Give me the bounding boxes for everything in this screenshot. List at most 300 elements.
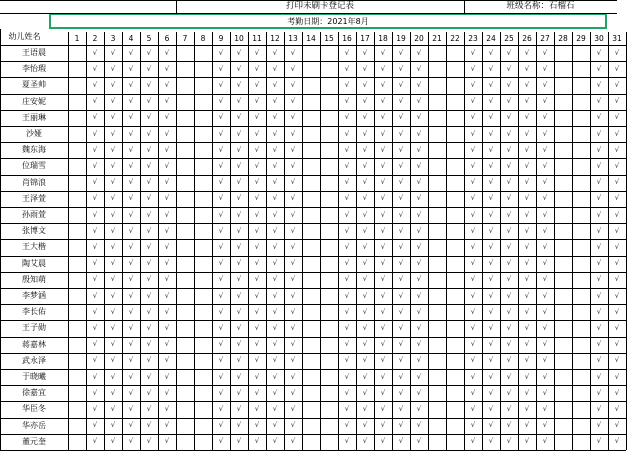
attendance-mark: √ [614,226,620,235]
attendance-mark: √ [218,226,224,235]
attendance-mark: √ [362,340,368,349]
grid-line [0,158,626,159]
attendance-mark: √ [398,323,404,332]
attendance-mark: √ [506,259,512,268]
attendance-mark: √ [416,210,422,219]
attendance-mark: √ [164,48,170,57]
attendance-mark: √ [146,178,152,187]
attendance-mark: √ [146,80,152,89]
attendance-mark: √ [380,275,386,284]
attendance-mark: √ [128,307,134,316]
attendance-mark: √ [470,226,476,235]
grid-line [320,32,321,450]
attendance-mark: √ [254,404,260,413]
attendance-mark: √ [398,145,404,154]
attendance-mark: √ [110,388,116,397]
attendance-mark: √ [146,97,152,106]
attendance-mark: √ [344,226,350,235]
attendance-mark: √ [272,356,278,365]
attendance-mark: √ [272,145,278,154]
attendance-mark: √ [506,97,512,106]
attendance-mark: √ [236,194,242,203]
attendance-mark: √ [488,64,494,73]
attendance-mark: √ [596,356,602,365]
attendance-mark: √ [164,404,170,413]
attendance-mark: √ [92,259,98,268]
day-header-20: 20 [414,33,424,43]
student-name: 华臣冬 [22,404,46,414]
attendance-mark: √ [344,323,350,332]
attendance-mark: √ [290,421,296,430]
attendance-mark: √ [416,404,422,413]
attendance-mark: √ [416,64,422,73]
attendance-mark: √ [254,129,260,138]
grid-line [608,32,609,450]
attendance-mark: √ [218,372,224,381]
attendance-mark: √ [524,145,530,154]
attendance-mark: √ [146,421,152,430]
attendance-mark: √ [218,48,224,57]
attendance-mark: √ [596,372,602,381]
attendance-mark: √ [164,307,170,316]
attendance-mark: √ [488,275,494,284]
grid-line [0,353,626,354]
attendance-mark: √ [380,421,386,430]
attendance-mark: √ [542,437,548,446]
student-name: 徐嘉宜 [22,388,46,398]
attendance-mark: √ [92,64,98,73]
attendance-mark: √ [92,80,98,89]
grid-line [0,369,626,370]
attendance-mark: √ [488,323,494,332]
attendance-mark: √ [128,210,134,219]
attendance-mark: √ [524,97,530,106]
attendance-mark: √ [542,113,548,122]
attendance-mark: √ [542,307,548,316]
student-name: 王大楷 [22,242,46,252]
attendance-mark: √ [146,307,152,316]
day-header-9: 9 [218,33,224,43]
attendance-mark: √ [488,80,494,89]
attendance-mark: √ [470,356,476,365]
attendance-mark: √ [596,259,602,268]
attendance-mark: √ [398,242,404,251]
attendance-mark: √ [128,145,134,154]
attendance-mark: √ [164,242,170,251]
attendance-mark: √ [614,194,620,203]
grid-line [266,32,267,450]
attendance-mark: √ [362,194,368,203]
attendance-mark: √ [164,323,170,332]
attendance-mark: √ [416,307,422,316]
attendance-mark: √ [398,64,404,73]
attendance-mark: √ [254,113,260,122]
attendance-mark: √ [542,145,548,154]
attendance-mark: √ [92,97,98,106]
student-name: 王丽琳 [22,112,46,122]
attendance-mark: √ [92,178,98,187]
grid-line [212,32,213,450]
attendance-mark: √ [254,194,260,203]
attendance-mark: √ [614,421,620,430]
attendance-mark: √ [596,421,602,430]
attendance-mark: √ [254,97,260,106]
attendance-mark: √ [110,259,116,268]
attendance-mark: √ [542,178,548,187]
attendance-mark: √ [92,323,98,332]
attendance-mark: √ [524,323,530,332]
attendance-mark: √ [380,113,386,122]
grid-line [392,32,393,450]
day-header-15: 15 [324,33,334,43]
grid-line [0,110,626,111]
attendance-mark: √ [596,194,602,203]
title-row [0,0,617,13]
attendance-mark: √ [416,80,422,89]
attendance-mark: √ [470,80,476,89]
attendance-mark: √ [362,275,368,284]
grid-line [0,94,626,95]
attendance-mark: √ [470,210,476,219]
attendance-mark: √ [164,356,170,365]
attendance-mark: √ [164,80,170,89]
attendance-mark: √ [506,161,512,170]
attendance-mark: √ [470,323,476,332]
attendance-mark: √ [398,48,404,57]
attendance-mark: √ [596,437,602,446]
student-name: 位瑞雪 [22,161,46,171]
attendance-mark: √ [128,437,134,446]
grid-line [0,450,626,451]
attendance-mark: √ [596,145,602,154]
attendance-mark: √ [218,210,224,219]
grid-line [338,32,339,450]
grid-line [248,32,249,450]
attendance-mark: √ [110,291,116,300]
attendance-mark: √ [110,340,116,349]
attendance-mark: √ [614,340,620,349]
attendance-mark: √ [398,80,404,89]
day-header-12: 12 [270,33,280,43]
attendance-mark: √ [416,97,422,106]
attendance-mark: √ [236,340,242,349]
attendance-mark: √ [128,242,134,251]
attendance-mark: √ [272,194,278,203]
attendance-mark: √ [344,388,350,397]
attendance-mark: √ [254,437,260,446]
attendance-mark: √ [596,307,602,316]
attendance-mark: √ [272,113,278,122]
attendance-mark: √ [398,356,404,365]
attendance-mark: √ [488,421,494,430]
attendance-mark: √ [380,437,386,446]
attendance-mark: √ [362,210,368,219]
grid-line [0,272,626,273]
attendance-mark: √ [596,226,602,235]
date-cell-selected[interactable] [49,13,607,29]
day-header-30: 30 [594,33,604,43]
grid-line [86,32,87,450]
attendance-mark: √ [542,372,548,381]
attendance-mark: √ [506,388,512,397]
attendance-mark: √ [92,145,98,154]
attendance-mark: √ [146,259,152,268]
attendance-mark: √ [398,259,404,268]
grid-line [140,32,141,450]
attendance-mark: √ [128,161,134,170]
grid-line [590,32,591,450]
attendance-mark: √ [92,210,98,219]
attendance-mark: √ [470,307,476,316]
attendance-mark: √ [362,291,368,300]
attendance-mark: √ [614,388,620,397]
day-header-11: 11 [252,33,262,43]
student-name: 李怡瑕 [22,64,46,74]
day-header-29: 29 [576,33,586,43]
attendance-mark: √ [110,437,116,446]
attendance-mark: √ [488,291,494,300]
grid-line [536,32,537,450]
attendance-mark: √ [488,129,494,138]
attendance-mark: √ [362,113,368,122]
attendance-mark: √ [272,80,278,89]
attendance-mark: √ [218,242,224,251]
student-name: 于晓曦 [22,372,46,382]
attendance-mark: √ [470,145,476,154]
day-header-25: 25 [504,33,514,43]
grid-line [194,32,195,450]
attendance-mark: √ [362,226,368,235]
attendance-mark: √ [596,113,602,122]
attendance-mark: √ [128,372,134,381]
attendance-mark: √ [416,145,422,154]
attendance-mark: √ [380,372,386,381]
attendance-mark: √ [254,421,260,430]
attendance-mark: √ [254,388,260,397]
attendance-mark: √ [92,161,98,170]
attendance-mark: √ [470,97,476,106]
attendance-mark: √ [362,178,368,187]
attendance-mark: √ [272,226,278,235]
attendance-mark: √ [398,340,404,349]
day-header-13: 13 [288,33,298,43]
attendance-mark: √ [290,145,296,154]
attendance-mark: √ [164,178,170,187]
attendance-mark: √ [542,421,548,430]
attendance-mark: √ [164,210,170,219]
attendance-mark: √ [218,307,224,316]
attendance-mark: √ [290,97,296,106]
attendance-mark: √ [254,356,260,365]
attendance-mark: √ [254,226,260,235]
attendance-mark: √ [614,437,620,446]
grid-line [482,32,483,450]
attendance-mark: √ [470,161,476,170]
attendance-mark: √ [164,64,170,73]
attendance-mark: √ [380,226,386,235]
attendance-mark: √ [344,113,350,122]
attendance-mark: √ [290,437,296,446]
attendance-mark: √ [218,421,224,430]
attendance-mark: √ [614,307,620,316]
day-header-31: 31 [612,33,622,43]
attendance-mark: √ [524,388,530,397]
attendance-mark: √ [236,178,242,187]
attendance-mark: √ [542,64,548,73]
attendance-mark: √ [524,210,530,219]
attendance-mark: √ [506,307,512,316]
day-header-16: 16 [342,33,352,43]
grid-line [410,32,411,450]
attendance-mark: √ [398,275,404,284]
attendance-mark: √ [218,404,224,413]
attendance-mark: √ [236,259,242,268]
attendance-mark: √ [524,275,530,284]
attendance-mark: √ [524,340,530,349]
attendance-mark: √ [344,161,350,170]
attendance-mark: √ [254,372,260,381]
attendance-mark: √ [362,48,368,57]
attendance-mark: √ [380,340,386,349]
attendance-mark: √ [596,64,602,73]
attendance-mark: √ [290,80,296,89]
attendance-mark: √ [218,340,224,349]
attendance-mark: √ [236,323,242,332]
attendance-mark: √ [146,388,152,397]
attendance-mark: √ [146,323,152,332]
attendance-mark: √ [416,437,422,446]
day-header-28: 28 [558,33,568,43]
attendance-mark: √ [92,242,98,251]
attendance-mark: √ [542,275,548,284]
attendance-mark: √ [218,129,224,138]
attendance-mark: √ [236,388,242,397]
attendance-mark: √ [488,340,494,349]
attendance-mark: √ [236,356,242,365]
attendance-mark: √ [110,97,116,106]
grid-line [0,434,626,435]
grid-line [0,239,626,240]
attendance-mark: √ [146,340,152,349]
attendance-mark: √ [290,404,296,413]
attendance-mark: √ [254,178,260,187]
attendance-mark: √ [380,80,386,89]
attendance-mark: √ [272,388,278,397]
attendance-mark: √ [362,129,368,138]
attendance-mark: √ [254,275,260,284]
attendance-mark: √ [164,340,170,349]
attendance-mark: √ [470,259,476,268]
attendance-mark: √ [128,323,134,332]
attendance-mark: √ [290,372,296,381]
attendance-mark: √ [416,421,422,430]
attendance-mark: √ [362,307,368,316]
attendance-mark: √ [164,145,170,154]
grid-line [446,32,447,450]
attendance-mark: √ [614,113,620,122]
attendance-mark: √ [362,437,368,446]
attendance-mark: √ [488,161,494,170]
attendance-mark: √ [344,275,350,284]
day-header-17: 17 [360,33,370,43]
attendance-mark: √ [614,145,620,154]
attendance-mark: √ [272,340,278,349]
attendance-mark: √ [380,129,386,138]
attendance-mark: √ [344,291,350,300]
attendance-mark: √ [92,194,98,203]
attendance-mark: √ [488,388,494,397]
grid-line [554,32,555,450]
attendance-mark: √ [506,194,512,203]
student-name: 武永泽 [22,355,46,365]
day-header-14: 14 [306,33,316,43]
attendance-mark: √ [146,372,152,381]
attendance-mark: √ [290,356,296,365]
attendance-mark: √ [344,372,350,381]
attendance-mark: √ [416,242,422,251]
attendance-mark: √ [344,437,350,446]
student-name: 陶艾晨 [22,258,46,268]
attendance-mark: √ [344,307,350,316]
attendance-mark: √ [164,388,170,397]
attendance-mark: √ [146,145,152,154]
attendance-mark: √ [236,275,242,284]
attendance-mark: √ [92,437,98,446]
attendance-mark: √ [290,242,296,251]
grid-line [0,0,617,1]
attendance-mark: √ [344,194,350,203]
attendance-mark: √ [236,210,242,219]
day-header-7: 7 [182,33,188,43]
student-name: 李长佑 [22,307,46,317]
attendance-mark: √ [254,80,260,89]
attendance-mark: √ [416,194,422,203]
attendance-mark: √ [110,421,116,430]
attendance-mark: √ [524,80,530,89]
attendance-mark: √ [506,48,512,57]
attendance-mark: √ [110,194,116,203]
attendance-mark: √ [524,48,530,57]
attendance-mark: √ [506,291,512,300]
attendance-mark: √ [524,404,530,413]
attendance-mark: √ [236,291,242,300]
attendance-mark: √ [380,194,386,203]
attendance-mark: √ [362,145,368,154]
attendance-mark: √ [272,404,278,413]
attendance-mark: √ [488,356,494,365]
attendance-mark: √ [110,145,116,154]
attendance-mark: √ [272,275,278,284]
attendance-mark: √ [110,178,116,187]
attendance-mark: √ [272,372,278,381]
attendance-mark: √ [470,113,476,122]
attendance-mark: √ [272,437,278,446]
attendance-mark: √ [92,129,98,138]
attendance-mark: √ [92,48,98,57]
attendance-mark: √ [344,48,350,57]
attendance-mark: √ [218,275,224,284]
day-header-6: 6 [164,33,170,43]
attendance-mark: √ [236,421,242,430]
attendance-mark: √ [92,356,98,365]
attendance-mark: √ [128,275,134,284]
attendance-mark: √ [128,259,134,268]
attendance-mark: √ [146,194,152,203]
attendance-mark: √ [146,356,152,365]
attendance-mark: √ [92,372,98,381]
attendance-mark: √ [146,275,152,284]
attendance-mark: √ [398,437,404,446]
